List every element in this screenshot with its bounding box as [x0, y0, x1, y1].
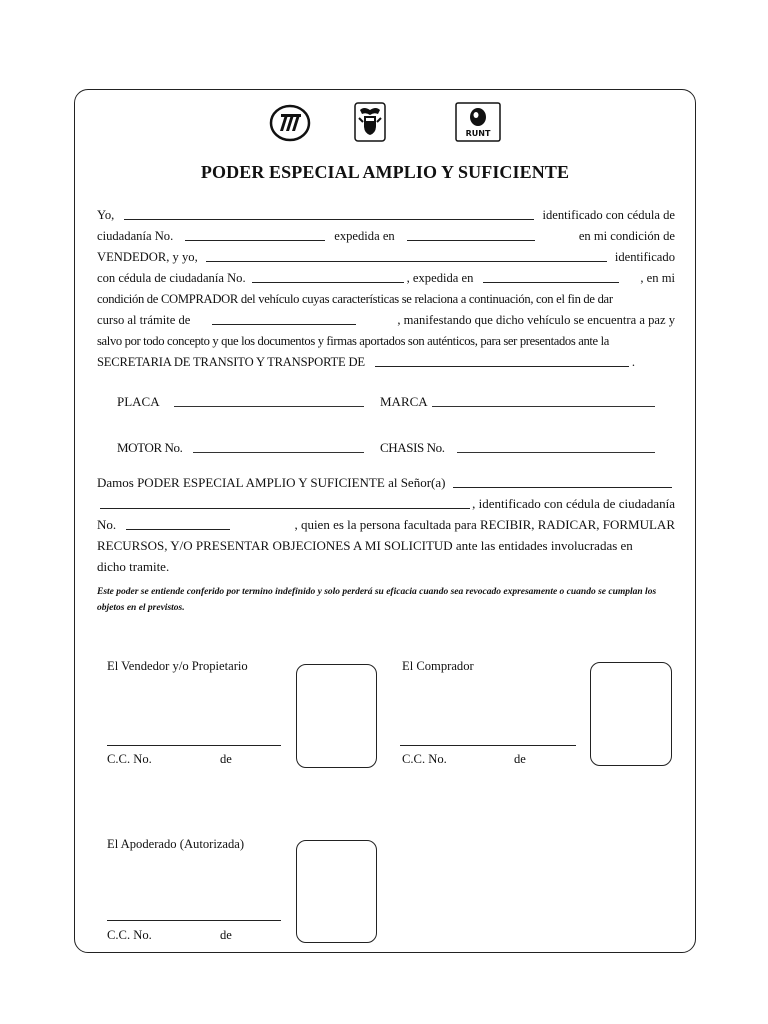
- placa-label: PLACA: [117, 394, 160, 409]
- placa-field[interactable]: [174, 405, 364, 407]
- apoderado-label: El Apoderado (Autorizada): [107, 837, 245, 851]
- p2-tramite-text: dicho tramite.: [97, 559, 170, 574]
- p1-condicion-label: en mi condición de: [578, 229, 675, 243]
- apoderado-de-label: de: [220, 928, 232, 942]
- marca-field[interactable]: [432, 405, 655, 407]
- secretaria-field[interactable]: [375, 365, 629, 367]
- vendedor-cc-label: C.C. No.: [107, 752, 152, 766]
- p1-salvo-text: salvo por todo concepto y que los documentos y firmas aportados son auténticos, para ser presentados ante la: [97, 334, 609, 348]
- p1-line-3: [97, 245, 675, 265]
- p1-cedula-label: con cédula de ciudadanía No.: [97, 271, 246, 285]
- runt-logo-text: RUNT: [465, 129, 491, 138]
- p1-vendedor-label: VENDEDOR, y yo,: [97, 250, 198, 264]
- motor-row: [117, 440, 367, 456]
- p1-identificado-label: identificado con cédula de: [542, 208, 675, 222]
- vendedor-label: El Vendedor y/o Propietario: [107, 659, 248, 673]
- chasis-field[interactable]: [457, 451, 655, 453]
- apoderado-name-field-2[interactable]: [100, 507, 470, 509]
- comprador-de-label: de: [514, 752, 526, 766]
- p2-recursos-text: RECURSOS, Y/O PRESENTAR OBJECIONES A MI SOLICITUD ante las entidades involucradas en: [97, 538, 633, 553]
- p2-line-1: [97, 471, 675, 491]
- marca-row: [380, 394, 658, 410]
- buyer-name-field[interactable]: [206, 260, 607, 262]
- p2-line-4: [97, 534, 675, 554]
- vendedor-de-label: de: [220, 752, 232, 766]
- p2-identificado-text: , identificado con cédula de ciudadanía: [472, 496, 675, 511]
- buyer-expedition-field[interactable]: [483, 281, 619, 283]
- comprador-cc-label: C.C. No.: [402, 752, 447, 766]
- placa-row: [117, 394, 367, 410]
- seller-expedition-field[interactable]: [407, 239, 535, 241]
- comprador-signature-line[interactable]: [400, 745, 576, 746]
- seller-id-field[interactable]: [185, 239, 325, 241]
- buyer-id-field[interactable]: [252, 281, 404, 283]
- p2-line-5: [97, 555, 675, 575]
- mt-logo-icon: [268, 103, 312, 143]
- apoderado-name-field[interactable]: [453, 486, 672, 488]
- tramite-field[interactable]: [212, 323, 356, 325]
- colombia-coat-of-arms-icon: [354, 102, 386, 142]
- p1-enmi-label: , en mi: [640, 271, 675, 285]
- seller-name-field[interactable]: [124, 218, 534, 220]
- p2-facultada-text: , quien es la persona facultada para RECIBIR, RADICAR, FORMULAR: [294, 517, 675, 532]
- p1-expedida2-label: , expedida en: [406, 271, 474, 285]
- p1-manifestando-text: , manifestando que dicho vehículo se encuentra a paz y: [397, 313, 675, 327]
- p1-yo-label: Yo,: [97, 208, 115, 222]
- p1-expedida-label: expedida en: [334, 229, 395, 243]
- p1-line-1: [97, 203, 675, 223]
- apoderado-fingerprint-box[interactable]: [296, 840, 377, 943]
- apoderado-id-field[interactable]: [126, 528, 230, 530]
- p1-tramite-label: curso al trámite de: [97, 313, 191, 327]
- marca-label: MARCA: [380, 394, 428, 409]
- motor-field[interactable]: [193, 451, 364, 453]
- p1-line-4: [97, 266, 675, 286]
- p1-identificado2-label: identificado: [614, 250, 675, 264]
- p1-line-7: [97, 329, 675, 349]
- p1-period: .: [631, 355, 635, 369]
- apoderado-cc-label: C.C. No.: [107, 928, 152, 942]
- p2-damos-text: Damos PODER ESPECIAL AMPLIO Y SUFICIENTE al Señor(a): [97, 475, 446, 490]
- vendedor-fingerprint-box[interactable]: [296, 664, 377, 768]
- comprador-label: El Comprador: [402, 659, 474, 673]
- runt-logo-icon: [455, 102, 501, 142]
- p1-line-6: [97, 308, 675, 328]
- vendedor-signature-line[interactable]: [107, 745, 281, 746]
- p1-comprador-text: condición de COMPRADOR del vehículo cuyas características se relaciona a continuación, con el fin de dar: [97, 292, 613, 306]
- document-title: PODER ESPECIAL AMPLIO Y SUFICIENTE: [200, 162, 570, 182]
- p1-secretaria-label: SECRETARIA DE TRANSITO Y TRANSPORTE DE: [97, 355, 365, 369]
- p2-line-3: [97, 513, 675, 533]
- validity-note: Este poder se entiende conferido por termino indefinido y solo perderá su eficacia cuando sea revocado expresamente o cuando se cumplan los objetos en el previstos.: [97, 587, 657, 613]
- apoderado-signature-line[interactable]: [107, 920, 281, 921]
- p1-line-5: [97, 287, 675, 307]
- p2-line-2: [97, 492, 675, 512]
- chasis-label: CHASIS No.: [380, 440, 445, 455]
- motor-label: MOTOR No.: [117, 440, 183, 455]
- p1-line-2: [97, 224, 675, 244]
- p1-ciudadania-label: ciudadanía No.: [97, 229, 174, 243]
- comprador-fingerprint-box[interactable]: [590, 662, 672, 766]
- p2-no-label: No.: [97, 517, 117, 532]
- p1-line-8: [97, 350, 675, 370]
- chasis-row: [380, 440, 658, 456]
